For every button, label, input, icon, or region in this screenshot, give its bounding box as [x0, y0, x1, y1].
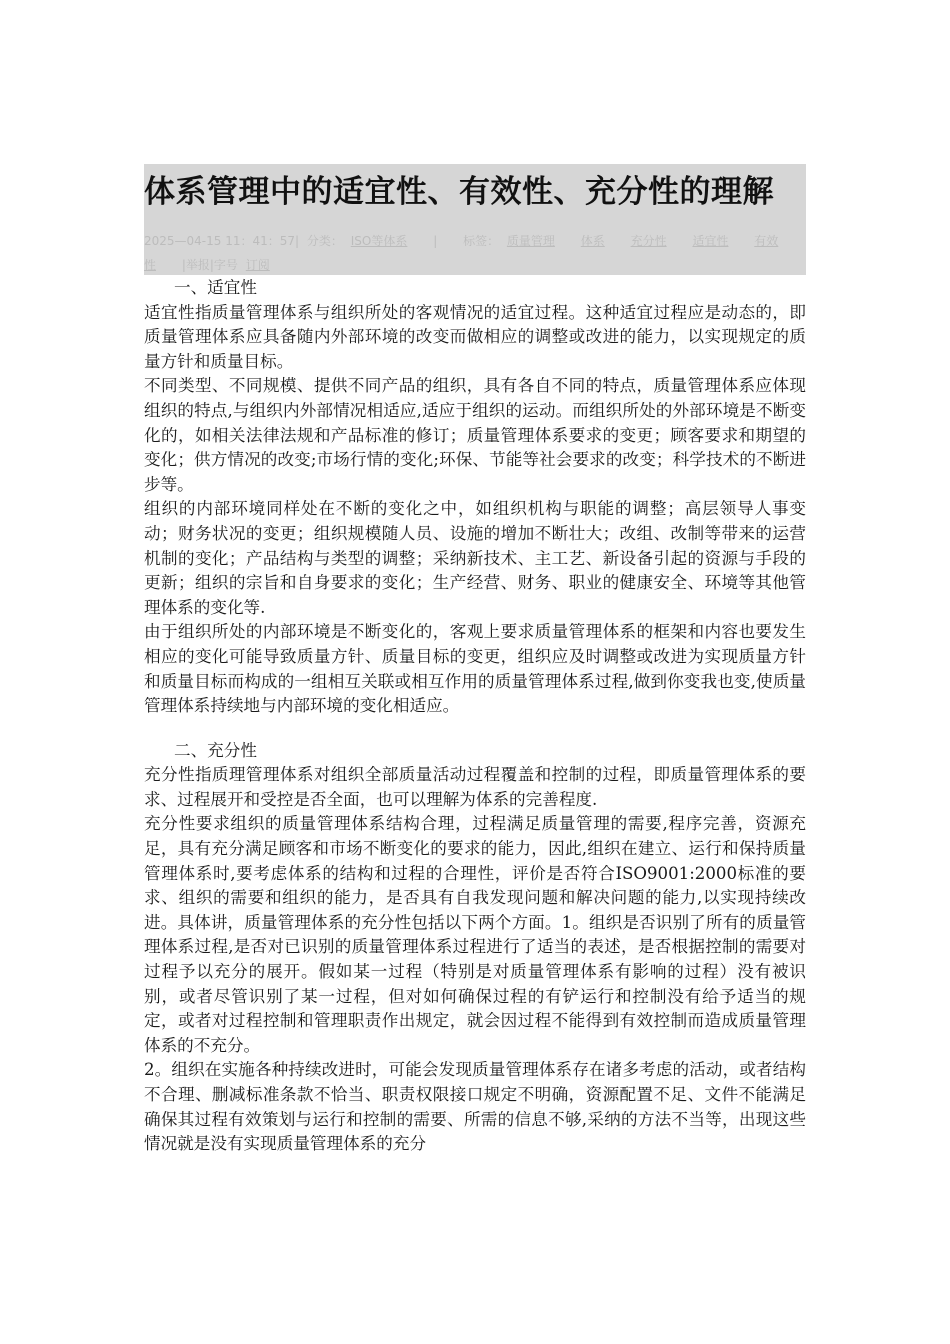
- category-link[interactable]: ISO等体系: [350, 234, 408, 248]
- paragraph: 充分性要求组织的质量管理体系结构合理，过程满足质量管理的需要,程序完善，资源充足，具有充分满足顾客和市场不断变化的要求的能力，因此,组织在建立、运行和保持质量管理体系时,要考虑体系的结构和过程的合理性，评价是否符合ISO9001:2000标准的要求、组织的需要和组织的能力，是否具有自我发现问题和解决问题的能力,以实现持续改进。具体讲，质量管理体系的充分性包括以下两个方面。1。组织是否识别了所有的质量管理体系过程,是否对已识别的质量管理体系过程进行了适当的表述，是否根据控制的需要对过程予以充分的展开。假如某一过程（特别是对质量管理体系有影响的过程）没有被识别，或者尽管识别了某一过程，但对如何确保过程的有铲运行和控制没有给予适当的规定，或者对过程控制和管理职责作出规定，就会因过程不能得到有效控制而造成质量管理体系的不充分。: [144, 814, 806, 1055]
- paragraph: 2。组织在实施各种持续改进时，可能会发现质量管理体系存在诸多考虑的活动，或者结构不合理、删减标准条款不恰当、职责权限接口规定不明确，资源配置不足、文件不能满足确保其过程有效策划与运行和控制的需要、所需的信息不够,采纳的方法不当等，出现这些情况就是没有实现质量管理体系的充分: [144, 1060, 806, 1154]
- report-fontsize-links[interactable]: |举报|字号: [181, 258, 238, 272]
- paragraph: 由于组织所处的内部环境是不断变化的，客观上要求质量管理体系的框架和内容也要发生相应的变化可能导致质量方针、质量目标的变更，组织应及时调整或改进为实现质量方针和质量目标而构成的一组相互关联或相互作用的质量管理体系过程,做到你变我也变,使质量管理体系持续地与内部环境的变化相适应。: [144, 622, 806, 716]
- paragraph: 充分性指质理管理体系对组织全部质量活动过程覆盖和控制的过程，即质量管理体系的要求、过程展开和受控是否全面，也可以理解为体系的完善程度.: [144, 765, 806, 809]
- paragraph: 适宜性指质量管理体系与组织所处的客观情况的适宜过程。这种适宜过程应是动态的，即质量管理体系应具备随内外部环境的改变而做相应的调整或改进的能力，以实现规定的质量方针和质量目标。: [144, 302, 806, 371]
- paragraph: 组织的内部环境同样处在不断的变化之中，如组织机构与职能的调整；高层领导人事变动；财务状况的变更；组织规模随人员、设施的增加不断壮大；改组、改制等带来的运营机制的变化；产品结构与类型的调整；采纳新技术、主工艺、新设备引起的资源与手段的更新；组织的宗旨和自身要求的变化；生产经营、财务、职业的健康安全、环境等其他管理体系的变化等.: [144, 499, 806, 617]
- tag-link[interactable]: 充分性: [630, 234, 667, 248]
- article-meta: [144, 229, 804, 277]
- category-label: 分类：: [306, 234, 343, 248]
- tag-link[interactable]: 体系: [580, 234, 605, 248]
- section-heading: 一、适宜性: [174, 278, 257, 297]
- section-spacer: [144, 719, 806, 739]
- section-heading: 二、充分性: [174, 740, 257, 760]
- tags-label: 标签：: [463, 234, 500, 248]
- meta-separator: |: [433, 234, 438, 248]
- article-title: 体系管理中的适宜性、有效性、充分性的理解: [144, 174, 774, 210]
- paragraph: 不同类型、不同规模、提供不同产品的组织，具有各自不同的特点，质量管理体系应体现组织的特点,与组织内外部情况相适应,适应于组织的运动。而组织所处的外部环境是不断变化的，如相关法律法规和产品标准的修订；质量管理体系要求的变更；顾客要求和期望的变化；供方情况的改变;市场行情的变化;环保、节能等社会要求的改变；科学技术的不断进步等。: [144, 376, 806, 494]
- subscribe-link[interactable]: 订阅: [245, 258, 270, 272]
- tag-link[interactable]: 适宜性: [692, 234, 729, 248]
- tag-link[interactable]: 质量管理: [506, 234, 555, 248]
- publish-date: 2025—04-15 11：41：57|: [144, 234, 300, 248]
- article-body: [144, 276, 806, 1157]
- tag-link[interactable]: 有效性: [144, 234, 779, 272]
